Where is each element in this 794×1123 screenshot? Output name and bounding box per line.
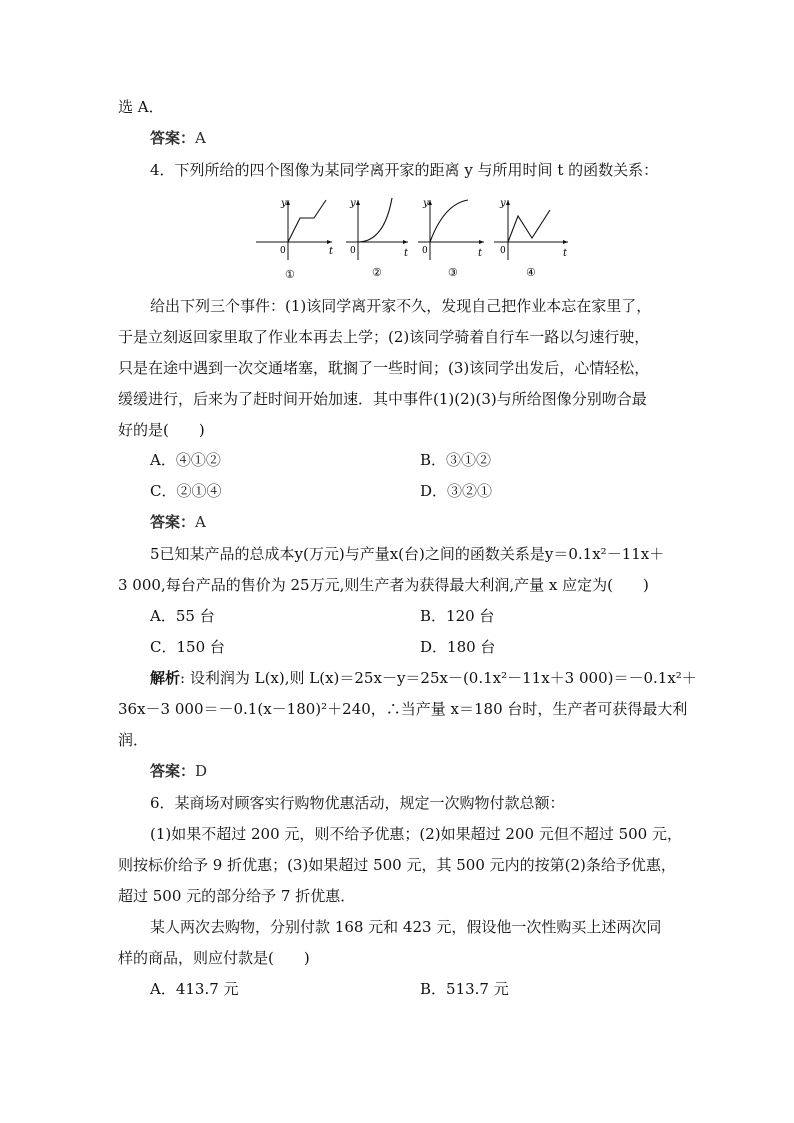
- graph-label-3: ③: [448, 266, 458, 279]
- graph-label-4: ④: [526, 266, 536, 279]
- graph-label-1: ①: [285, 268, 295, 281]
- answer-value: A: [195, 129, 206, 147]
- top-line: 选 A．: [118, 98, 164, 116]
- q4-option-d: D．③②①: [420, 482, 493, 500]
- analysis-text: : 设利润为 L(x),则 L(x)＝25x－y＝25x－(0.1x²－11x＋3 000)＝－0.1x²＋: [180, 669, 697, 687]
- q4-body-line-3: 只是在途中遇到一次交通堵塞，耽搁了一些时间；(3)该同学出发后，心情轻松，: [118, 359, 650, 377]
- q6-question-line-1: 某人两次去购物，分别付款 168 元和 423 元，假设他一次性购买上述两次同: [150, 918, 662, 936]
- q5-option-c: C．150 台: [150, 638, 225, 656]
- axis-y-label: y: [423, 198, 429, 209]
- q5-stem-line-1: 5已知某产品的总成本y(万元)与产量x(台)之间的函数关系是y＝0.1x²－11x＋: [150, 545, 665, 563]
- q4-option-c: C．②①④: [150, 482, 222, 500]
- axis-t-label: t: [563, 248, 568, 259]
- answer-label: 答案：: [150, 129, 196, 147]
- q4-stem: 4．下列所给的四个图像为某同学离开家的距离 y 与所用时间 t 的函数关系：: [150, 161, 659, 179]
- axis-t-label: t: [478, 248, 483, 259]
- graph-label-2: ②: [372, 266, 382, 279]
- q5-answer: [150, 761, 207, 781]
- q5-analysis-line-3: 润．: [118, 731, 149, 749]
- q6-option-a: A．413.7 元: [150, 980, 239, 998]
- answer-label: 答案：: [150, 513, 196, 531]
- q6-option-b: B．513.7 元: [420, 980, 509, 998]
- q6-body-line-2: 则按标价给予 9 折优惠；(3)如果超过 500 元，其 500 元内的按第(2)条给予优惠，: [118, 856, 676, 874]
- axis-t-label: t: [329, 246, 334, 257]
- axis-t-label: t: [404, 248, 409, 259]
- q4-body-line-5: 好的是( ): [118, 421, 205, 439]
- graph-2: [346, 198, 409, 279]
- q6-question-line-2: 样的商品，则应付款是( ): [118, 949, 310, 967]
- q6-stem: 6．某商场对顾客实行购物优惠活动，规定一次购物付款总额：: [150, 794, 565, 812]
- q4-graphs: [250, 190, 580, 282]
- q4-body-line-4: 缓缓进行，后来为了赶时间开始加速．其中事件(1)(2)(3)与所给图像分别吻合最: [118, 390, 647, 408]
- axis-y-label: y: [281, 198, 287, 209]
- origin-label: 0: [350, 246, 356, 256]
- answer-value: D: [195, 762, 208, 780]
- q3-answer: [150, 128, 206, 148]
- answer-label: 答案：: [150, 762, 196, 780]
- analysis-label: 解析: [150, 669, 181, 687]
- axis-y-label: y: [350, 198, 356, 209]
- origin-label: 0: [280, 246, 286, 256]
- q4-answer: [150, 512, 206, 532]
- axis-y-label: y: [500, 198, 506, 209]
- q6-body-line-3: 超过 500 元的部分给予 7 折优惠．: [118, 887, 356, 905]
- q5-stem-line-2: 3 000,每台产品的售价为 25万元,则生产者为获得最大利润,产量 x 应定为( ): [118, 576, 649, 594]
- q4-body-line-2: 于是立刻返回家里取了作业本再去上学；(2)该同学骑着自行车一路以匀速行驶，: [118, 328, 650, 346]
- origin-label: 0: [500, 246, 506, 256]
- q5-option-d: D．180 台: [420, 638, 496, 656]
- graph-4: [494, 198, 568, 279]
- q5-option-b: B．120 台: [420, 607, 495, 625]
- q6-body-line-1: (1)如果不超过 200 元，则不给予优惠；(2)如果超过 200 元但不超过 500 元，: [150, 825, 682, 843]
- graph-3: [418, 198, 484, 279]
- q4-body-line-1: 给出下列三个事件：(1)该同学离开家不久，发现自己把作业本忘在家里了，: [150, 297, 652, 315]
- origin-label: 0: [422, 246, 428, 256]
- q5-option-a: A．55 台: [150, 607, 215, 625]
- answer-value: A: [195, 513, 206, 531]
- graph-1: [256, 198, 334, 281]
- q4-option-b: B．③①②: [420, 451, 492, 469]
- q5-analysis-line-1: [150, 668, 697, 688]
- q5-analysis-line-2: 36x－3 000＝－0.1(x－180)²＋240，∴当产量 x＝180 台时，生产者可获得最大利: [118, 700, 688, 718]
- q4-option-a: A．④①②: [150, 451, 221, 469]
